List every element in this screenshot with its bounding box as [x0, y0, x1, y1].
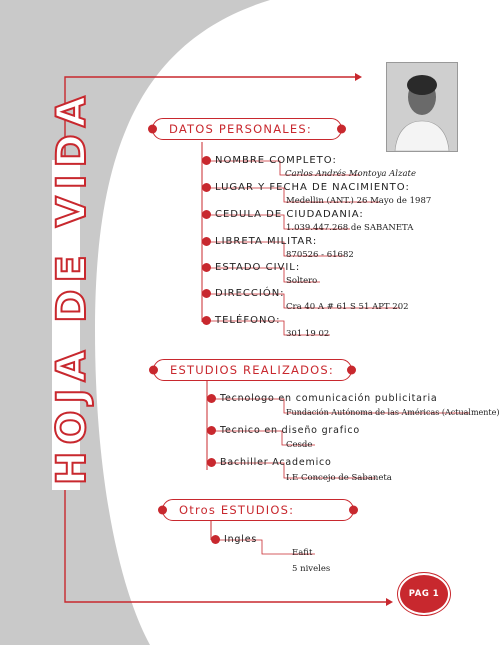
study-label-0: Tecnologo en comunicación publicitaria [207, 393, 438, 404]
other-value-0b: 5 niveles [292, 564, 331, 574]
study-value-0: Fundación Autónoma de las Américas (Actualmente) [286, 408, 500, 417]
frame-arrow-bottom [386, 598, 393, 606]
study-label-1: Tecnico en diseño grafico [207, 425, 360, 436]
profile-photo [386, 62, 458, 152]
section-header-other: Otros ESTUDIOS: [162, 499, 354, 521]
frame-arrow-top [355, 73, 362, 81]
field-value-id: 1.039.447.268 de SABANETA [286, 223, 414, 233]
field-label-id: CEDULA DE CIUDADANIA: [202, 209, 364, 220]
field-value-name: Carlos Andrés Montoya Alzate [285, 169, 416, 179]
study-label-2: Bachiller Academico [207, 457, 332, 468]
field-label-address: DIRECCIÓN: [202, 288, 285, 299]
field-label-phone: TELÉFONO: [202, 315, 280, 326]
section-header-personal: DATOS PERSONALES: [152, 118, 342, 140]
field-label-birth: LUGAR Y FECHA DE NACIMIENTO: [202, 182, 410, 193]
section-header-studies: ESTUDIOS REALIZADOS: [153, 359, 352, 381]
page-title-vertical: HOJA DE VIDA [49, 89, 95, 485]
field-value-military: 870526 - 61682 [286, 250, 354, 260]
field-label-name: NOMBRE COMPLETO: [202, 155, 337, 166]
other-label-0: Ingles [211, 534, 257, 545]
page-number-badge: PAG 1 [398, 573, 450, 615]
field-value-birth: Medellin (ANT.) 26 Mayo de 1987 [286, 196, 432, 206]
field-value-civil: Soltero [286, 276, 318, 286]
study-value-2: I.E Concejo de Sabaneta [286, 473, 392, 483]
field-value-address: Cra 40 A # 61 S 51 APT 202 [286, 302, 409, 312]
other-value-0a: Eafit [292, 548, 313, 558]
field-label-civil: ESTADO CIVIL: [202, 262, 300, 273]
person-icon [387, 63, 457, 151]
field-label-military: LIBRETA MILITAR: [202, 236, 317, 247]
study-value-1: Cesde [286, 440, 313, 450]
field-value-phone: 301 19 02 [286, 329, 330, 339]
